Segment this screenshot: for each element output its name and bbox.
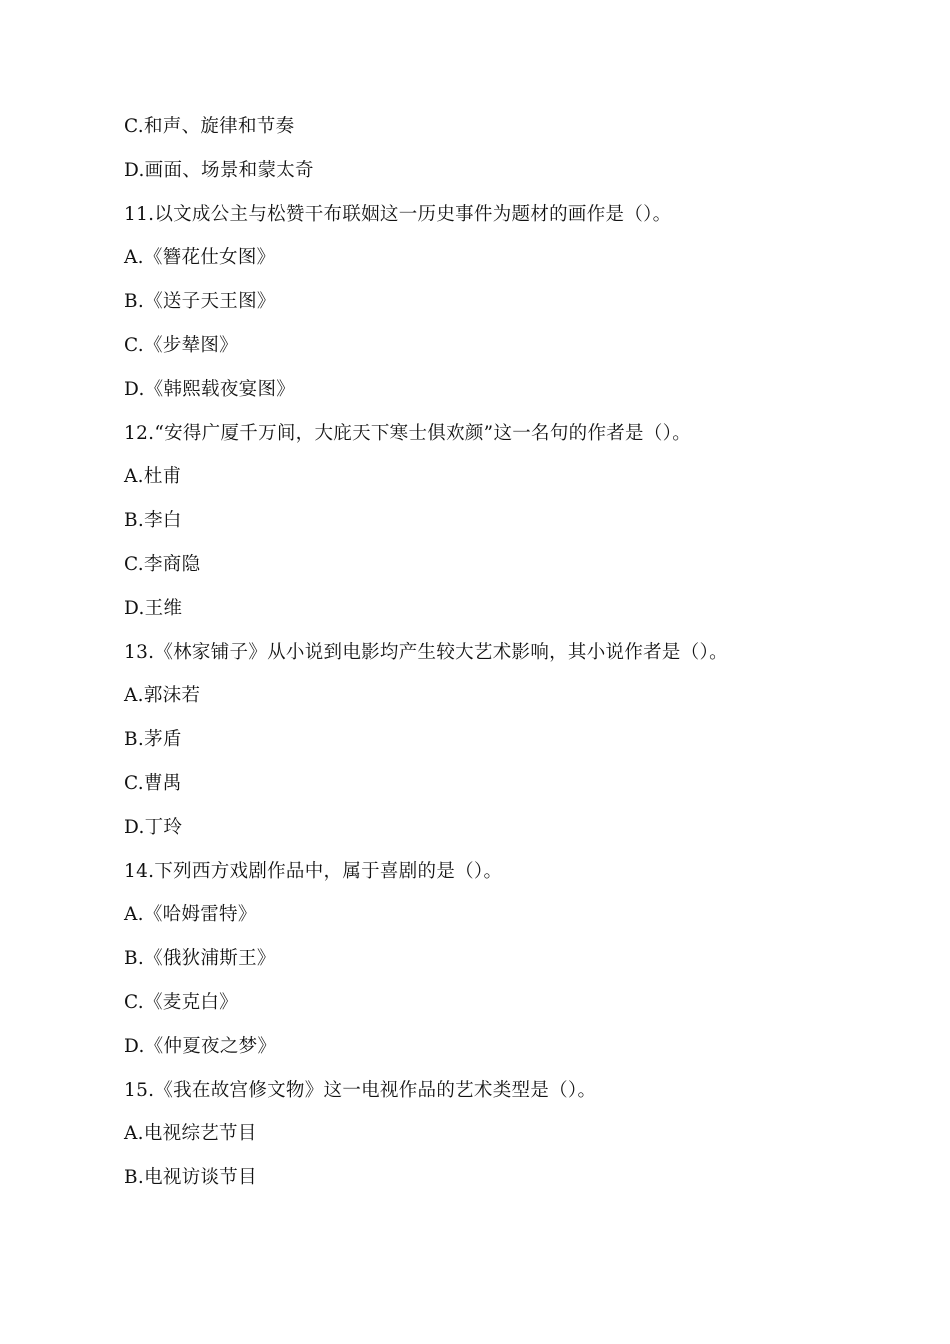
- answer-option: D.丁玲: [124, 816, 183, 838]
- answer-option: B.《俄狄浦斯王》: [124, 948, 276, 970]
- answer-option: D.王维: [124, 597, 183, 619]
- answer-option: B.《送子天王图》: [124, 291, 276, 313]
- answer-option: B.李白: [124, 510, 182, 532]
- answer-option: B.茅盾: [124, 729, 182, 751]
- answer-option: C.曹禺: [124, 772, 182, 794]
- answer-option: D.《韩熙载夜宴图》: [124, 378, 296, 400]
- question-text: 15.《我在故宫修文物》这一电视作品的艺术类型是（）。: [124, 1079, 597, 1101]
- document-page: [124, 113, 884, 1208]
- question-text: 13.《林家铺子》从小说到电影均产生较大艺术影响，其小说作者是（）。: [124, 641, 728, 663]
- answer-option: A.杜甫: [124, 466, 182, 488]
- answer-option: C.李商隐: [124, 553, 201, 575]
- question-text: 12.“安得广厦千万间，大庇天下寒士俱欢颜”这一名句的作者是（）。: [124, 422, 691, 444]
- answer-option: C.《麦克白》: [124, 991, 238, 1013]
- answer-option: C.和声、旋律和节奏: [124, 116, 295, 137]
- answer-option: A.郭沫若: [124, 685, 201, 707]
- answer-option: A.《哈姆雷特》: [124, 904, 257, 926]
- question-text: 11.以文成公主与松赞干布联姻这一历史事件为题材的画作是（）。: [124, 203, 672, 225]
- answer-option: C.《步辇图》: [124, 334, 238, 356]
- answer-option: D.画面、场景和蒙太奇: [124, 159, 314, 181]
- answer-option: D.《仲夏夜之梦》: [124, 1035, 277, 1057]
- question-text: 14.下列西方戏剧作品中，属于喜剧的是（）。: [124, 860, 503, 882]
- answer-option: A.电视综艺节目: [124, 1123, 257, 1145]
- answer-option: A.《簪花仕女图》: [124, 247, 276, 269]
- answer-option: B.电视访谈节目: [124, 1167, 257, 1189]
